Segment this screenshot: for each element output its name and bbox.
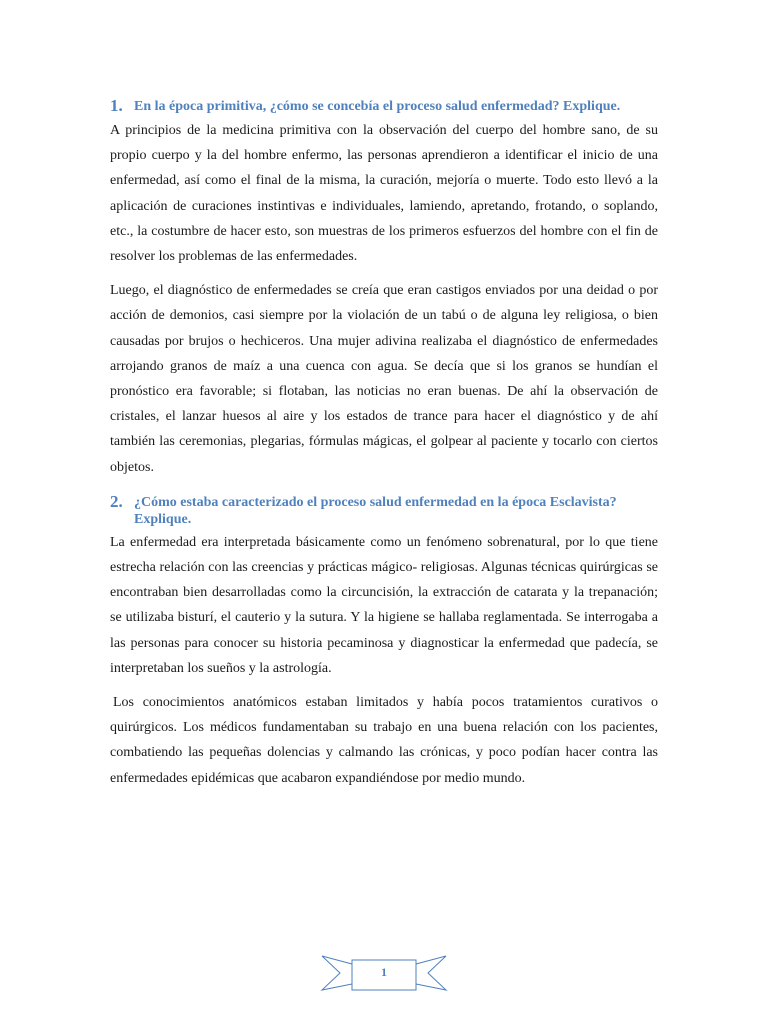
page-number-badge [318, 954, 450, 996]
section-2-paragraph-2: Los conocimientos anatómicos estaban limitados y había pocos tratamientos curativos o quirúrgicos. Los médicos fundamentaban su trabajo en una buena relación con los pacientes, combatiendo las pequeñas dolencias y calmando las crónicas, y poco podían hacer contra las enfermedades epidémicas que acabaron expandiéndose por medio mundo. [110, 695, 658, 786]
document-content [110, 98, 658, 791]
section-1-paragraph-2: Luego, el diagnóstico de enfermedades se creía que eran castigos enviados por una deidad o por acción de demonios, casi siempre por la violación de un tabú o de alguna ley religiosa, o bien causadas por brujos o hechiceros. Una mujer adivina realizaba el diagnóstico de enfermedades arrojando granos de maíz a una cuenca con agua. Se decía que si los granos se hundían el pronóstico era favorable; si flotaban, las noticias no eran buenas. De ahí la observación de cristales, el lanzar huesos al aire y los estados de trance para hacer el diagnóstico y de ahí también las ceremonias, plegarias, fórmulas mágicas, el golpear al paciente y tocarlo con ciertos objetos. [110, 283, 658, 475]
question-2-number: 2. [110, 491, 123, 511]
page-number: 1 [381, 965, 387, 979]
question-1 [110, 98, 658, 116]
question-2 [110, 491, 658, 528]
section-1-paragraph-1: A principios de la medicina primitiva con la observación del cuerpo del hombre sano, de su propio cuerpo y la del hombre enfermo, las personas aprendieron a identificar el inicio de una enfermedad, así como el final de la misma, la curación, mejoría o muerte. Todo esto llevó a la aplicación de curaciones instintivas e individuales, lamiendo, apretando, frotando, o soplando, etc., la costumbre de hacer esto, son muestras de los primeros esfuerzos del hombre con el fin de resolver los problemas de las enfermedades. [110, 123, 658, 265]
question-1-number: 1. [110, 96, 123, 115]
section-2-paragraph-1: La enfermedad era interpretada básicamente como un fenómeno sobrenatural, por lo que tiene estrecha relación con las creencias y prácticas mágico- religiosas. Algunas técnicas quirúrgicas se encontraban bien desarrolladas como la circuncisión, la extracción de catarata y la trepanación; se utilizaba bisturí, el cauterio y la sutura. Y la higiene se hallaba reglamentada. Se interrogaba a las personas para conocer su historia pecaminosa y diagnosticar la enfermedad que padecía, se interpretaban los sueños y la astrología. [110, 534, 658, 676]
question-1-text: En la época primitiva, ¿cómo se concebía el proceso salud enfermedad? Explique. [134, 99, 621, 114]
question-2-text: ¿Cómo estaba caracterizado el proceso salud enfermedad en la época Esclavista? Explique. [134, 494, 617, 527]
